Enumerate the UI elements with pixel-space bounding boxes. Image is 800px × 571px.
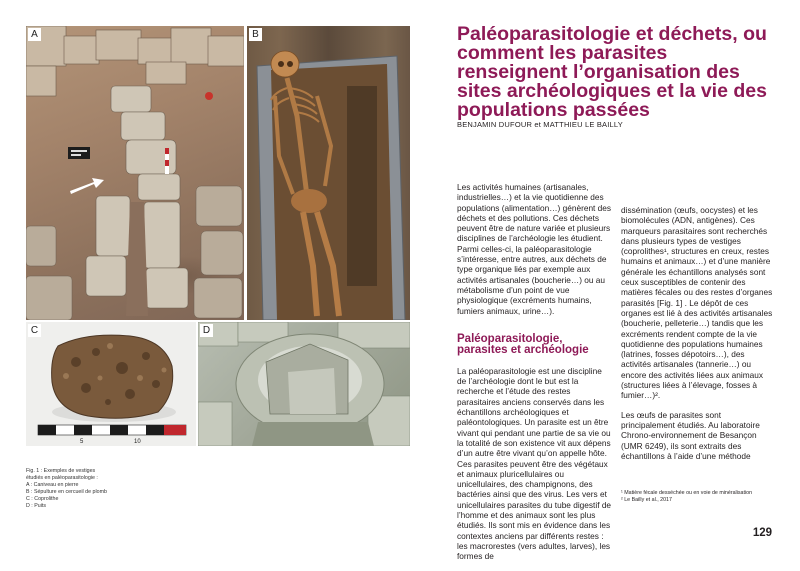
well-illustration [198,322,410,446]
caption-line: étudiés en paléoparasitologie : [26,475,98,481]
caption-line: B : Sépulture en cercueil de plomb [26,489,107,495]
photo-coprolite [26,322,196,446]
article-title: Paléoparasitologie et déchets, ou comment les parasites renseignent l’organisation des sites archéologiques et la vie des populations passées [457,23,767,121]
footnote-1: ¹ Matière fécale desséchée ou en voie de minéralisation [621,490,753,496]
scale-label-10: 10 [134,439,141,445]
body-paragraph: dissémination (œufs, oocystes) et les biomolécules (ADN, antigènes). Ces marqueurs parasitaires sont recherchés dans plusieurs types de vestiges (coprolithes¹, structures en creux, restes humains et animaux…) et d’une manière générale les échantillons analysés sont ceux susceptibles de contenir des matières fécales ou des restes d’organes parasités [Fig. 1] . Le dépôt de ces organes est lié à des activités artisanales (boucherie, pelleterie…) tandis que les excréments rendent compte de la vie quotidienne des populations humaines (latrines, fosses dépotoirs…), des activités artisanales (tannerie…) ou encore des activités liées aux animaux (structures liées à l’élevage, fosses à fumier…)². [621,205,773,401]
panel-label-c: C [28,324,41,337]
photo-lead-coffin-burial [247,26,410,320]
coprolite-illustration [26,322,196,446]
panel-label-d: D [200,324,213,337]
photo-stone-gutter [26,26,244,320]
stone-gutter-illustration [26,26,244,320]
text-column-2 [621,205,776,470]
body-paragraph: Les œufs de parasites sont principalement étudiés. Au laboratoire Chrono-environnement de Besançon (UMR 6249), ils sont extraits des échantillons à l’aide d’une méthode [621,409,760,461]
page-number: 129 [752,527,772,539]
section-paragraph: La paléoparasitologie est une discipline de l’archéologie dont le but est la recherche et l’étude des restes parasitaires anciens conservés dans les échantillons archéologiques et paléontologiques. Un parasite est un être vivant qui pendant une partie de sa vie ou la totalité de son existence vit aux dépens d’un autre être vivant qu’on appelle hôte. Ces parasites peuvent être des végétaux et animaux pluricellulaires ou unicellulaires, des champignons, des bactéries ainsi que des virus. Les vers et unicellulaires parasites du tube digestif de l’homme et des animaux sont les plus étudiés. Ils sont mis en évidence dans les contextes anciens par différents restes : les macrorestes (vers adultes, larves), les formes de [457,365,612,562]
coffin-illustration [247,26,410,320]
photo-well [198,322,410,446]
footnotes [621,490,776,504]
panel-label-b: B [249,28,262,41]
footnote-2: ² Le Bailly et al., 2017 [621,497,672,503]
caption-line: C : Coprolithe [26,496,59,502]
article-authors: BENJAMIN DUFOUR et MATTHIEU LE BAILLY [457,120,623,129]
text-column-1 [457,182,612,571]
scale-label-5: 5 [80,439,84,445]
caption-line: D : Puits [26,503,47,509]
intro-paragraph: Les activités humaines (artisanales, industrielles…) et la vie quotidienne des populations (alimentation…) génèrent des déchets et des pollutions. Ces déchets peuvent être de nature variée et plusieurs disciplines de l’archéologie les étudient. Parmi celles-ci, la paléoparasitologie s’intéresse, entre autres, aux déchets de type organique liés par exemple aux activités artisanales (boucherie…) ou au métabolisme d’un point de vue physiologique (excréments humains, fumiers animaux, urine…). [457,182,612,316]
section-heading: Paléoparasitologie, parasites et archéologie [457,332,589,356]
caption-line: Fig. 1 : Exemples de vestiges [26,468,96,474]
figure-caption [26,468,136,510]
panel-label-a: A [28,28,41,41]
caption-line: A : Caniveau en pierre [26,482,79,488]
